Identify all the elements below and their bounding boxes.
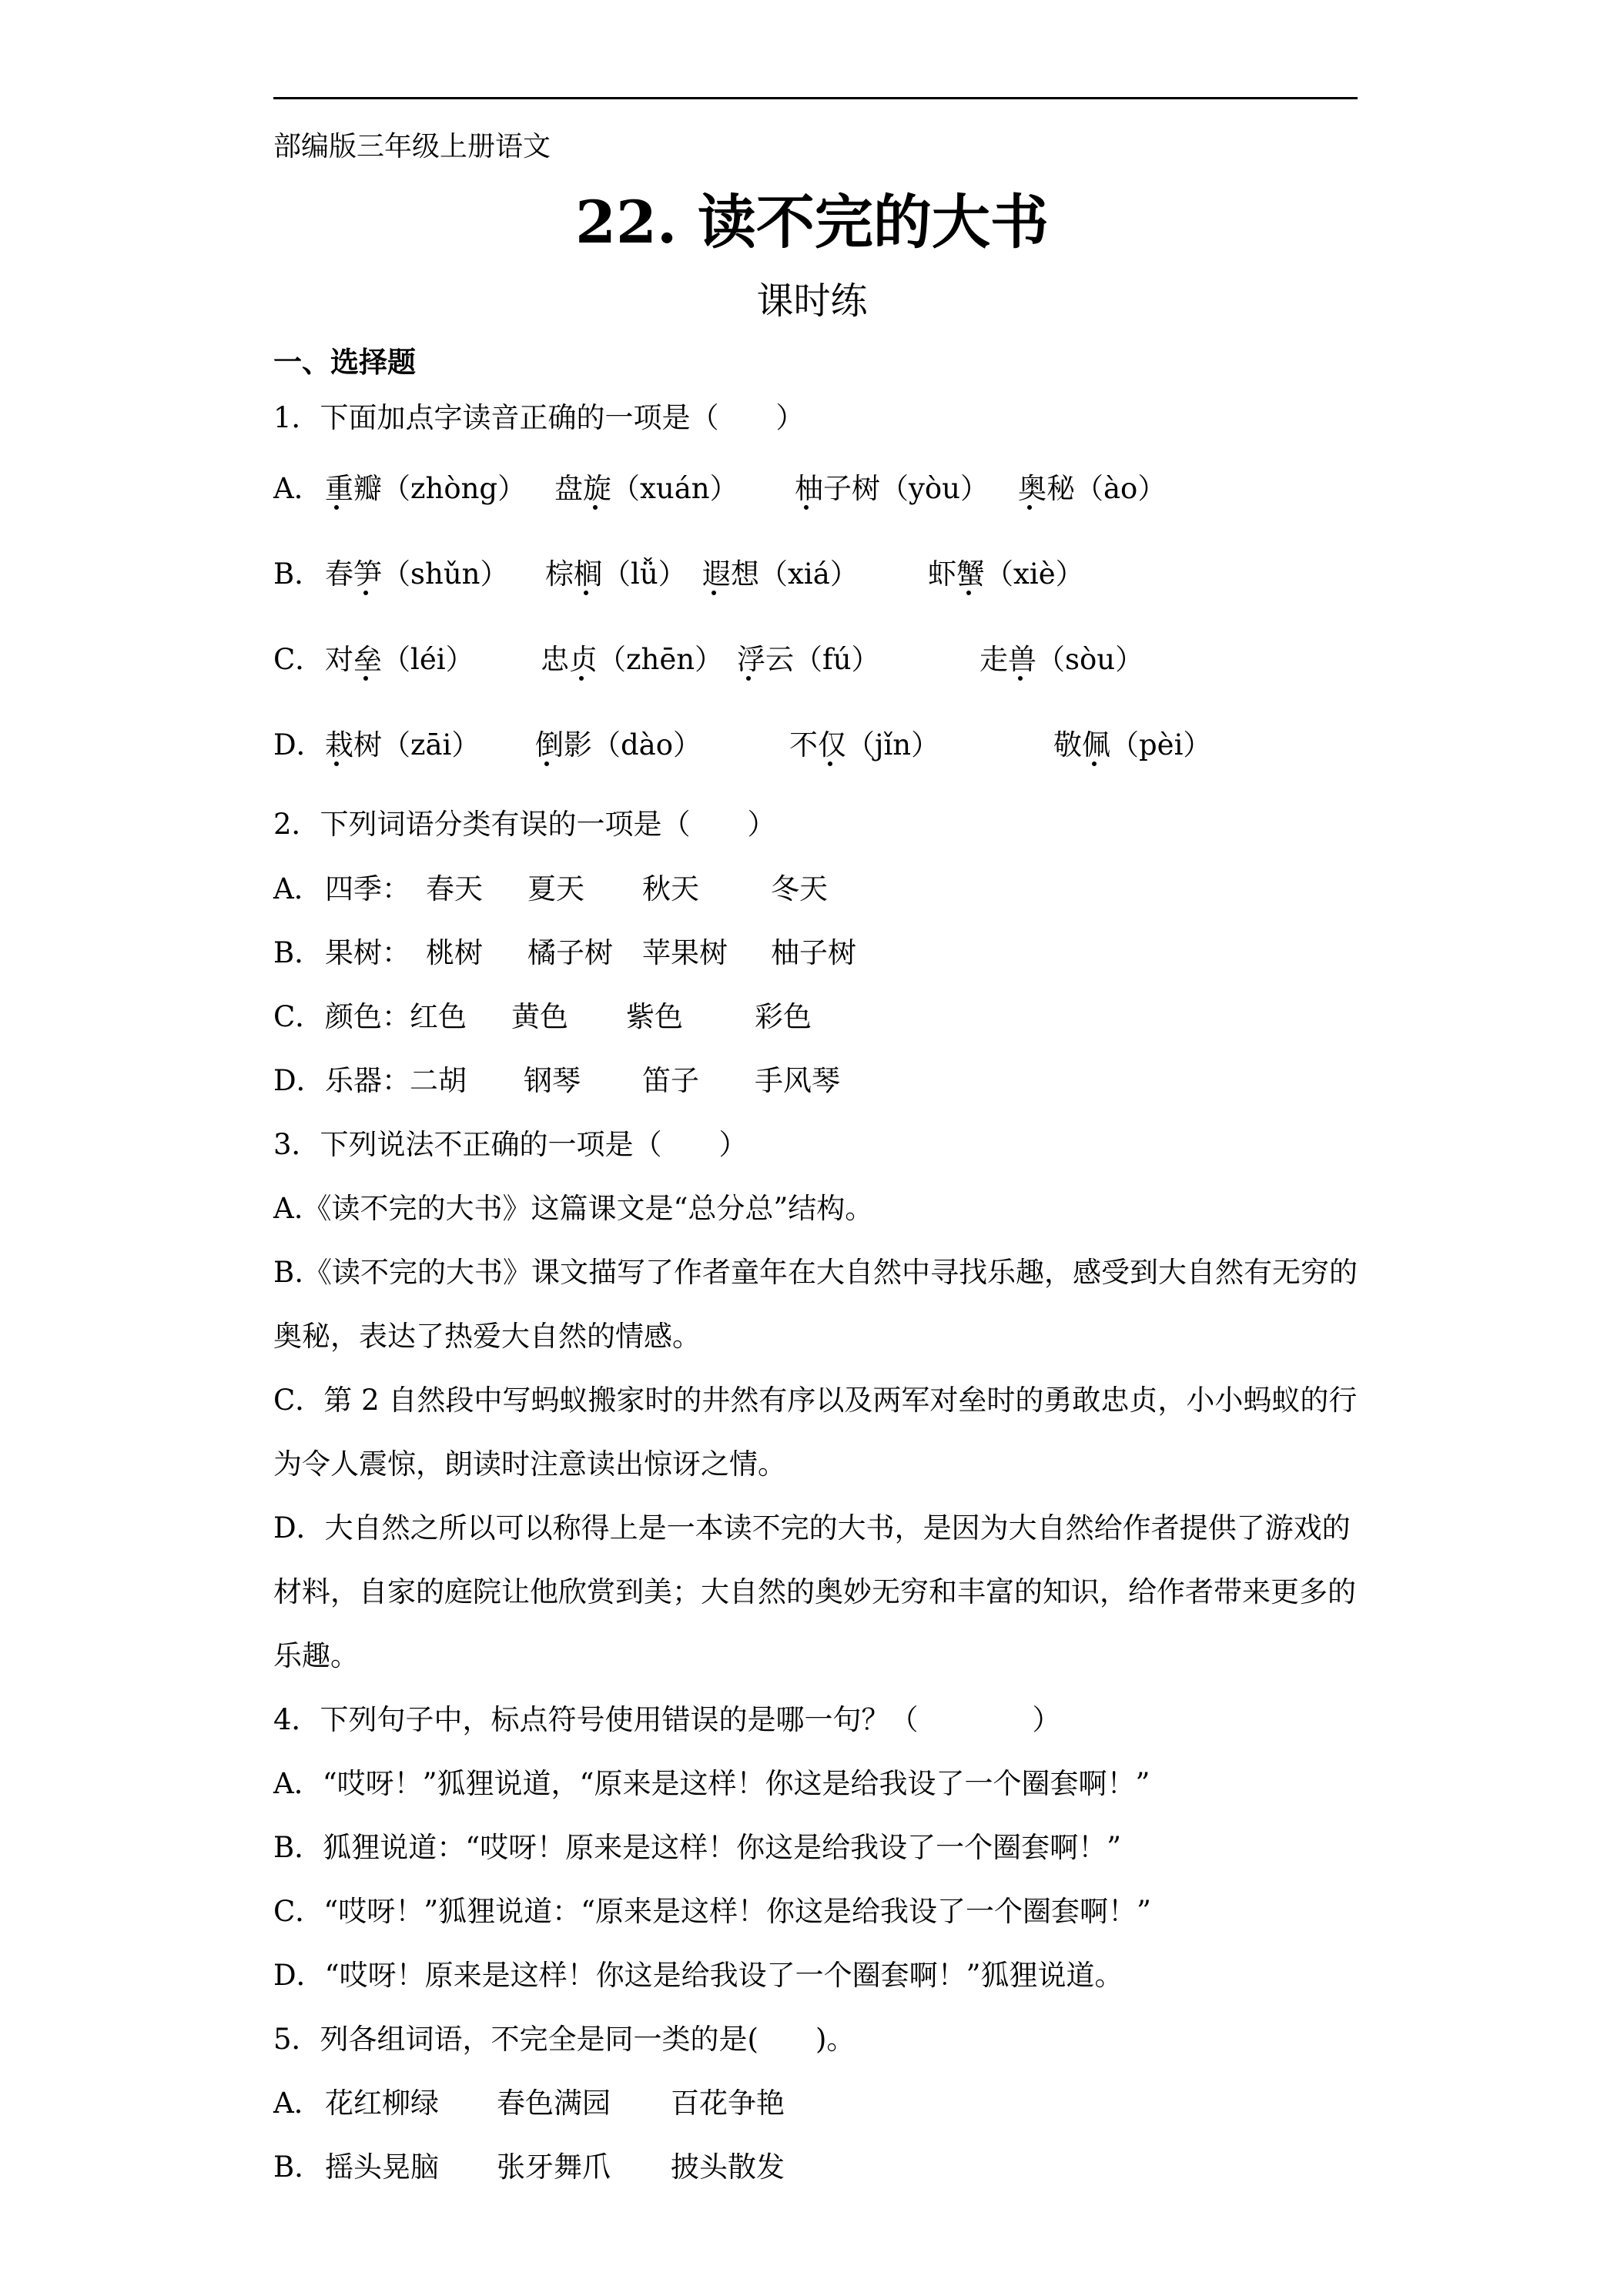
question-5-stem: 5．列各组词语，不完全是同一类的是( )。: [273, 2023, 856, 2056]
section-heading: 一、选择题: [273, 345, 416, 379]
course-header: 部编版三年级上册语文: [273, 131, 551, 162]
question-3-option-d-line2: 材料，自家的庭院让他欣赏到美；大自然的奥妙无穷和丰富的知识，给作者带来更多的: [273, 1575, 1356, 1608]
emphasis-dot: [579, 676, 584, 681]
option-term: 重瓣（zhòng）: [325, 472, 527, 505]
emphasis-dot: [828, 761, 832, 766]
emphasis-dot: [363, 591, 368, 595]
emphasis-dot: [334, 761, 339, 766]
question-3-option-c-line1: C．第 2 自然段中写蚂蚁搬家时的井然有序以及两军对垒时的勇敢忠贞，小小蚂蚁的行: [273, 1384, 1358, 1417]
emphasis-dot: [712, 591, 716, 595]
question-3-option-d-line1: D．大自然之所以可以称得上是一本读不完的大书，是因为大自然给作者提供了游戏的: [273, 1511, 1351, 1545]
emphasis-dot: [746, 676, 751, 681]
emphasis-dot: [1027, 505, 1032, 510]
option-term: 棕榈（lǚ）: [545, 557, 687, 591]
emphasis-dot: [334, 505, 339, 510]
emphasis-dot: [1092, 761, 1097, 766]
option-term: 柚子树（yòu）: [795, 472, 989, 505]
emphasis-dot: [804, 505, 809, 510]
option-term: 不仅（jǐn）: [789, 728, 940, 761]
option-term: 盘旋（xuán）: [554, 472, 738, 505]
option-term: 对垒（léi）: [325, 643, 474, 676]
question-3-stem: 3．下列说法不正确的一项是（ ）: [273, 1128, 748, 1161]
page-subtitle: 课时练: [756, 279, 868, 323]
question-4-option-a: A．“哎呀！”狐狸说道，“原来是这样！你这是给我设了一个圈套啊！”: [273, 1767, 1150, 1800]
question-3-option-c-line2: 为令人震惊，朗读时注意读出惊讶之情。: [273, 1448, 786, 1481]
question-3-option-b-line1: B.《读不完的大书》课文描写了作者童年在大自然中寻找乐趣，感受到大自然有无穷的: [273, 1256, 1358, 1289]
option-term: 敬佩（pèi）: [1053, 728, 1212, 761]
option-term: 虾蟹（xiè）: [928, 557, 1084, 591]
option-term: 遐想（xiá）: [702, 557, 859, 591]
question-4-option-d: D．“哎呀！原来是这样！你这是给我设了一个圈套啊！”狐狸说道。: [273, 1959, 1123, 1992]
page-title: 22. 读不完的大书: [575, 188, 1049, 256]
option-term: 走兽（sòu）: [979, 643, 1144, 676]
question-4-option-b: B．狐狸说道：“哎呀！原来是这样！你这是给我设了一个圈套啊！”: [273, 1831, 1122, 1864]
emphasis-dot: [363, 676, 368, 681]
option-term: 栽树（zāi）: [325, 728, 481, 761]
option-term: 春笋（shǔn）: [325, 557, 509, 591]
question-4-option-c: C．“哎呀！”狐狸说道：“原来是这样！你这是给我设了一个圈套啊！”: [273, 1895, 1151, 1928]
option-term: 浮云（fú）: [737, 643, 880, 676]
question-4-stem: 4．下列句子中，标点符号使用错误的是哪一句？（ ）: [273, 1703, 1061, 1736]
question-1-stem: 1．下面加点字读音正确的一项是（ ）: [273, 401, 805, 434]
emphasis-dot: [593, 505, 598, 510]
question-3-option-d-line3: 乐趣。: [273, 1639, 359, 1672]
option-term: 奥秘（ào）: [1018, 472, 1167, 505]
question-3-option-a: A.《读不完的大书》这篇课文是“总分总”结构。: [273, 1192, 874, 1225]
emphasis-dot: [966, 591, 971, 595]
option-term: 倒影（dào）: [535, 728, 702, 761]
emphasis-dot: [584, 591, 588, 595]
emphasis-dot: [1018, 676, 1023, 681]
emphasis-dot: [544, 761, 549, 766]
header-rule: [273, 97, 1358, 99]
option-term: 忠贞（zhēn）: [541, 643, 724, 676]
question-3-option-b-line2: 奥秘，表达了热爱大自然的情感。: [273, 1320, 701, 1353]
question-2-stem: 2．下列词语分类有误的一项是（ ）: [273, 808, 776, 841]
